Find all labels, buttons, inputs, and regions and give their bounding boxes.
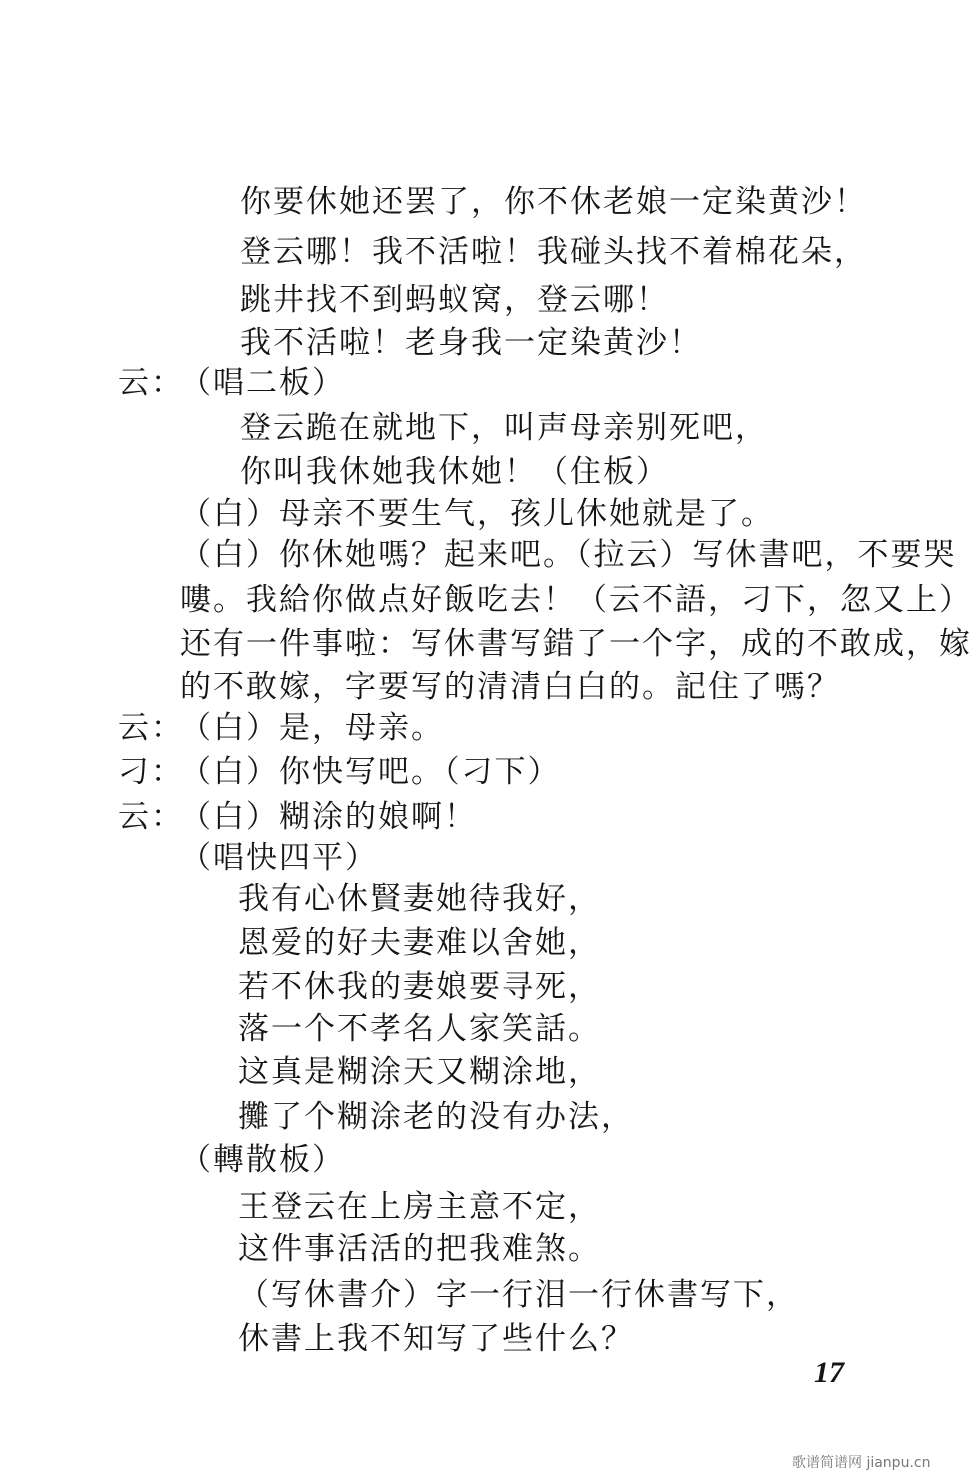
line-text: 你要休她还罢了，你不休老娘一定染黄沙！ [240,184,867,220]
script-line [118,752,561,792]
line-text: 王登云在上房主意不定， [238,1189,601,1225]
page-number: 17 [814,1356,844,1389]
script-line [180,838,378,878]
line-text: （白）是，母亲。 [180,710,444,746]
line-text: 攤了个糊涂老的没有办法， [238,1099,634,1135]
line-text: 的不敢嫁，字要写的清清白白的。記住了嗎？ [180,669,840,705]
line-text: 我不活啦！老身我一定染黄沙！ [240,325,702,361]
line-text: 落一个不孝名人家笑話。 [238,1011,601,1047]
script-line [240,452,669,492]
script-line [238,1052,601,1092]
speaker-label: 刁： [118,754,184,790]
line-text: （白）母亲不要生气，孩儿休她就是了。 [180,496,774,532]
line-text: （白）你快写吧。（刁下） [180,754,561,790]
script-line [180,1140,345,1180]
speaker-label: 云： [118,799,184,835]
script-line [238,1275,799,1315]
script-line [240,232,867,272]
script-line [238,879,601,919]
script-line [238,1319,634,1359]
script-line [240,408,768,448]
speaker-label: 云： [118,365,184,401]
script-line [118,708,444,748]
line-text: 休書上我不知写了些什么？ [238,1321,634,1357]
line-text: （白）糊涂的娘啊！ [180,799,477,835]
line-text: 恩爱的好夫妻难以舍她， [238,925,601,961]
speaker-label: 云： [118,710,184,746]
line-text: （写休書介）字一行泪一行休書写下， [238,1277,799,1313]
line-text: 若不休我的妻娘要寻死， [238,969,601,1005]
line-text: 这件事活活的把我难煞。 [238,1231,601,1267]
script-line [118,363,345,403]
line-text: 还有一件事啦：写休書写錯了一个字，成的不敢成，嫁 [180,626,972,662]
watermark: 歌谱简谱网 jianpu.cn [792,1455,931,1471]
line-text: （唱二板） [180,365,345,401]
script-line [238,1229,601,1269]
script-line [240,323,702,363]
script-line [180,535,957,575]
line-text: 跳井找不到蚂蚁窝，登云哪！ [240,282,669,318]
line-text: （白）你休她嗎？起来吧。（拉云）写休書吧，不要哭 [180,537,957,573]
script-line [180,580,972,620]
line-text: 嘍。我給你做点好飯吃去！（云不語，刁下，忽又上） [180,582,972,618]
line-text: 你叫我休她我休她！（住板） [240,454,669,490]
script-line [180,624,972,664]
script-line [118,797,477,837]
script-line [240,280,669,320]
script-line [180,667,840,707]
script-line [180,494,774,534]
script-line [238,967,601,1007]
line-text: 这真是糊涂天又糊涂地， [238,1054,601,1090]
line-text: 登云跪在就地下，叫声母亲别死吧， [240,410,768,446]
script-line [238,1009,601,1049]
script-line [238,1097,634,1137]
script-line [238,923,601,963]
line-text: （轉散板） [180,1142,345,1178]
script-line [238,1187,601,1227]
line-text: （唱快四平） [180,840,378,876]
line-text: 登云哪！我不活啦！我碰头找不着棉花朵， [240,234,867,270]
line-text: 我有心休賢妻她待我好， [238,881,601,917]
script-line [240,182,867,222]
